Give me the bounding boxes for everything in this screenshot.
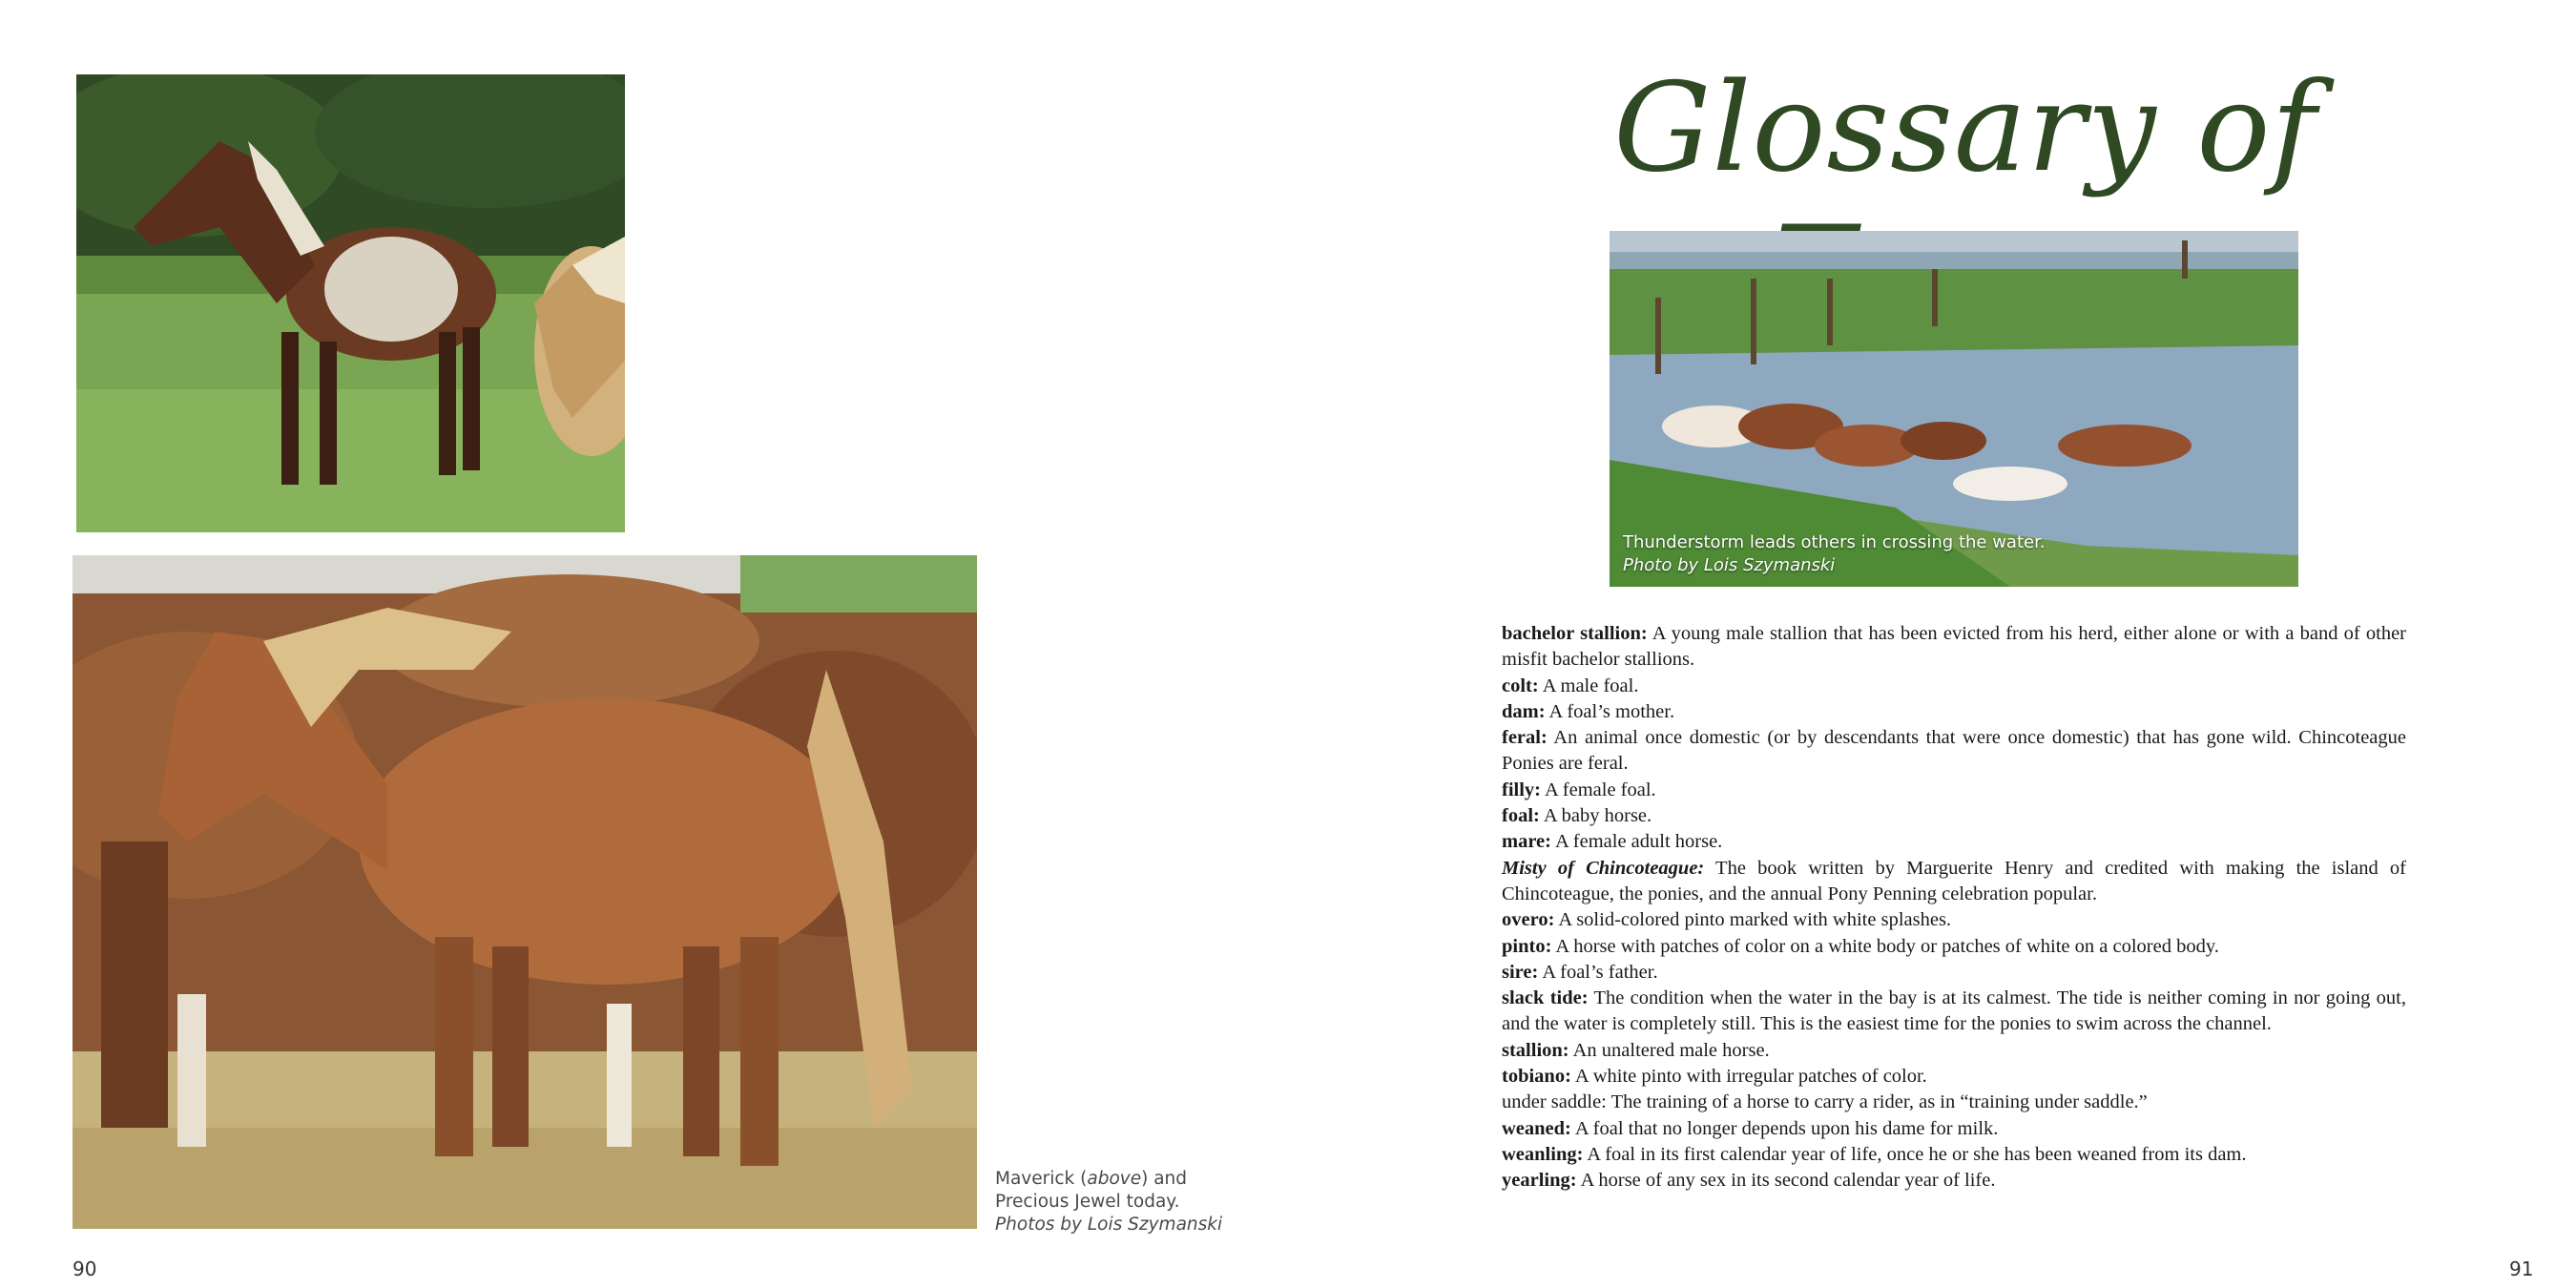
glossary-entry (1502, 986, 2406, 1038)
glossary-entry (1502, 907, 2406, 933)
glossary-entry (1502, 1142, 2406, 1168)
glossary-entry (1502, 829, 2406, 855)
glossary-entry (1502, 856, 2406, 908)
left-page-caption (995, 1168, 1281, 1236)
glossary-entry (1502, 1038, 2406, 1064)
glossary-definition: A foal’s father. (1538, 961, 1658, 983)
glossary-definition: An unaltered male horse. (1568, 1039, 1770, 1061)
photo-caption-credit: Photo by Lois Szymanski (1623, 555, 1836, 575)
glossary-entry (1502, 621, 2406, 674)
glossary-entry (1502, 960, 2406, 986)
glossary-term: colt: (1502, 675, 1539, 696)
glossary-term: filly: (1502, 779, 1541, 800)
photo-caption (1623, 531, 2046, 577)
caption-credit: Photos by Lois Szymanski (995, 1215, 1223, 1235)
glossary-list (1502, 621, 2406, 1195)
page-title: Glossary of (1613, 57, 2317, 199)
glossary-definition: A foal in its first calendar year of life, once he or she has been weaned from its dam. (1583, 1143, 2247, 1165)
photo-water-crossing (1610, 231, 2298, 587)
caption-line-2: Precious Jewel today. (995, 1192, 1180, 1212)
glossary-entry (1502, 674, 2406, 699)
glossary-definition: A foal that no longer depends upon his dame for milk. (1570, 1117, 1999, 1139)
glossary-definition: A male foal. (1538, 675, 1639, 696)
glossary-term: yearling: (1502, 1170, 1577, 1192)
glossary-term: weaned: (1502, 1117, 1571, 1139)
glossary-entry (1502, 1168, 2406, 1194)
glossary-entry (1502, 725, 2406, 778)
glossary-entry (1502, 934, 2406, 960)
glossary-term: tobiano: (1502, 1066, 1571, 1088)
glossary-definition: A horse with patches of color on a white body or patches of white on a colored body. (1551, 935, 2219, 957)
glossary-term: foal: (1502, 805, 1540, 827)
glossary-definition: under saddle: The training of a horse to carry a rider, as in “training under saddle.” (1502, 1091, 2148, 1113)
glossary-definition: A baby horse. (1539, 805, 1652, 827)
glossary-definition: The book written by Marguerite Henry and credited with making the island of Chincoteague, the ponies, and the annual Pony Penning celebration popular. (1502, 857, 2406, 904)
photo-caption-text: Thunderstorm leads others in crossing the water. (1623, 532, 2046, 552)
photo-maverick (76, 74, 625, 532)
caption-line-1: Maverick (above) and (995, 1169, 1187, 1189)
glossary-entry (1502, 1090, 2406, 1115)
glossary-entry (1502, 778, 2406, 803)
glossary-definition: A young male stallion that has been evicted from his herd, either alone or with a band of other misfit bachelor stallions. (1502, 623, 2406, 671)
glossary-term: sire: (1502, 961, 1539, 983)
page-number-left: 90 (73, 1257, 97, 1280)
glossary-term: pinto: (1502, 935, 1552, 957)
glossary-term: slack tide: (1502, 987, 1589, 1009)
glossary-entry (1502, 1064, 2406, 1090)
glossary-entry (1502, 699, 2406, 725)
glossary-definition: A white pinto with irregular patches of color. (1570, 1066, 1927, 1088)
glossary-term: weanling: (1502, 1143, 1584, 1165)
photo-precious-jewel (73, 555, 977, 1229)
glossary-definition: A solid-colored pinto marked with white splashes. (1554, 909, 1952, 931)
page-number-right: 91 (2509, 1257, 2534, 1280)
glossary-definition: A horse of any sex in its second calendar year of life. (1576, 1170, 1996, 1192)
glossary-entry (1502, 803, 2406, 829)
glossary-definition: An animal once domestic (or by descendants that were once domestic) that has gone wild. Chincoteague Ponies are feral. (1502, 727, 2406, 775)
glossary-term: overo: (1502, 909, 1555, 931)
glossary-term: stallion: (1502, 1039, 1569, 1061)
glossary-definition: The condition when the water in the bay is at its calmest. The tide is neither coming in nor going out, and the water is completely still. This is the easiest time for the ponies to swim across the channel. (1502, 987, 2406, 1035)
glossary-term: feral: (1502, 727, 1548, 749)
glossary-term: bachelor stallion: (1502, 623, 1648, 644)
glossary-entry (1502, 1116, 2406, 1142)
glossary-definition: A foal’s mother. (1545, 700, 1675, 722)
glossary-definition: A female adult horse. (1550, 831, 1723, 853)
glossary-term: mare: (1502, 831, 1551, 853)
glossary-term: dam: (1502, 700, 1546, 722)
glossary-definition: A female foal. (1541, 779, 1656, 800)
glossary-term: Misty of Chincoteague: (1502, 857, 1705, 879)
